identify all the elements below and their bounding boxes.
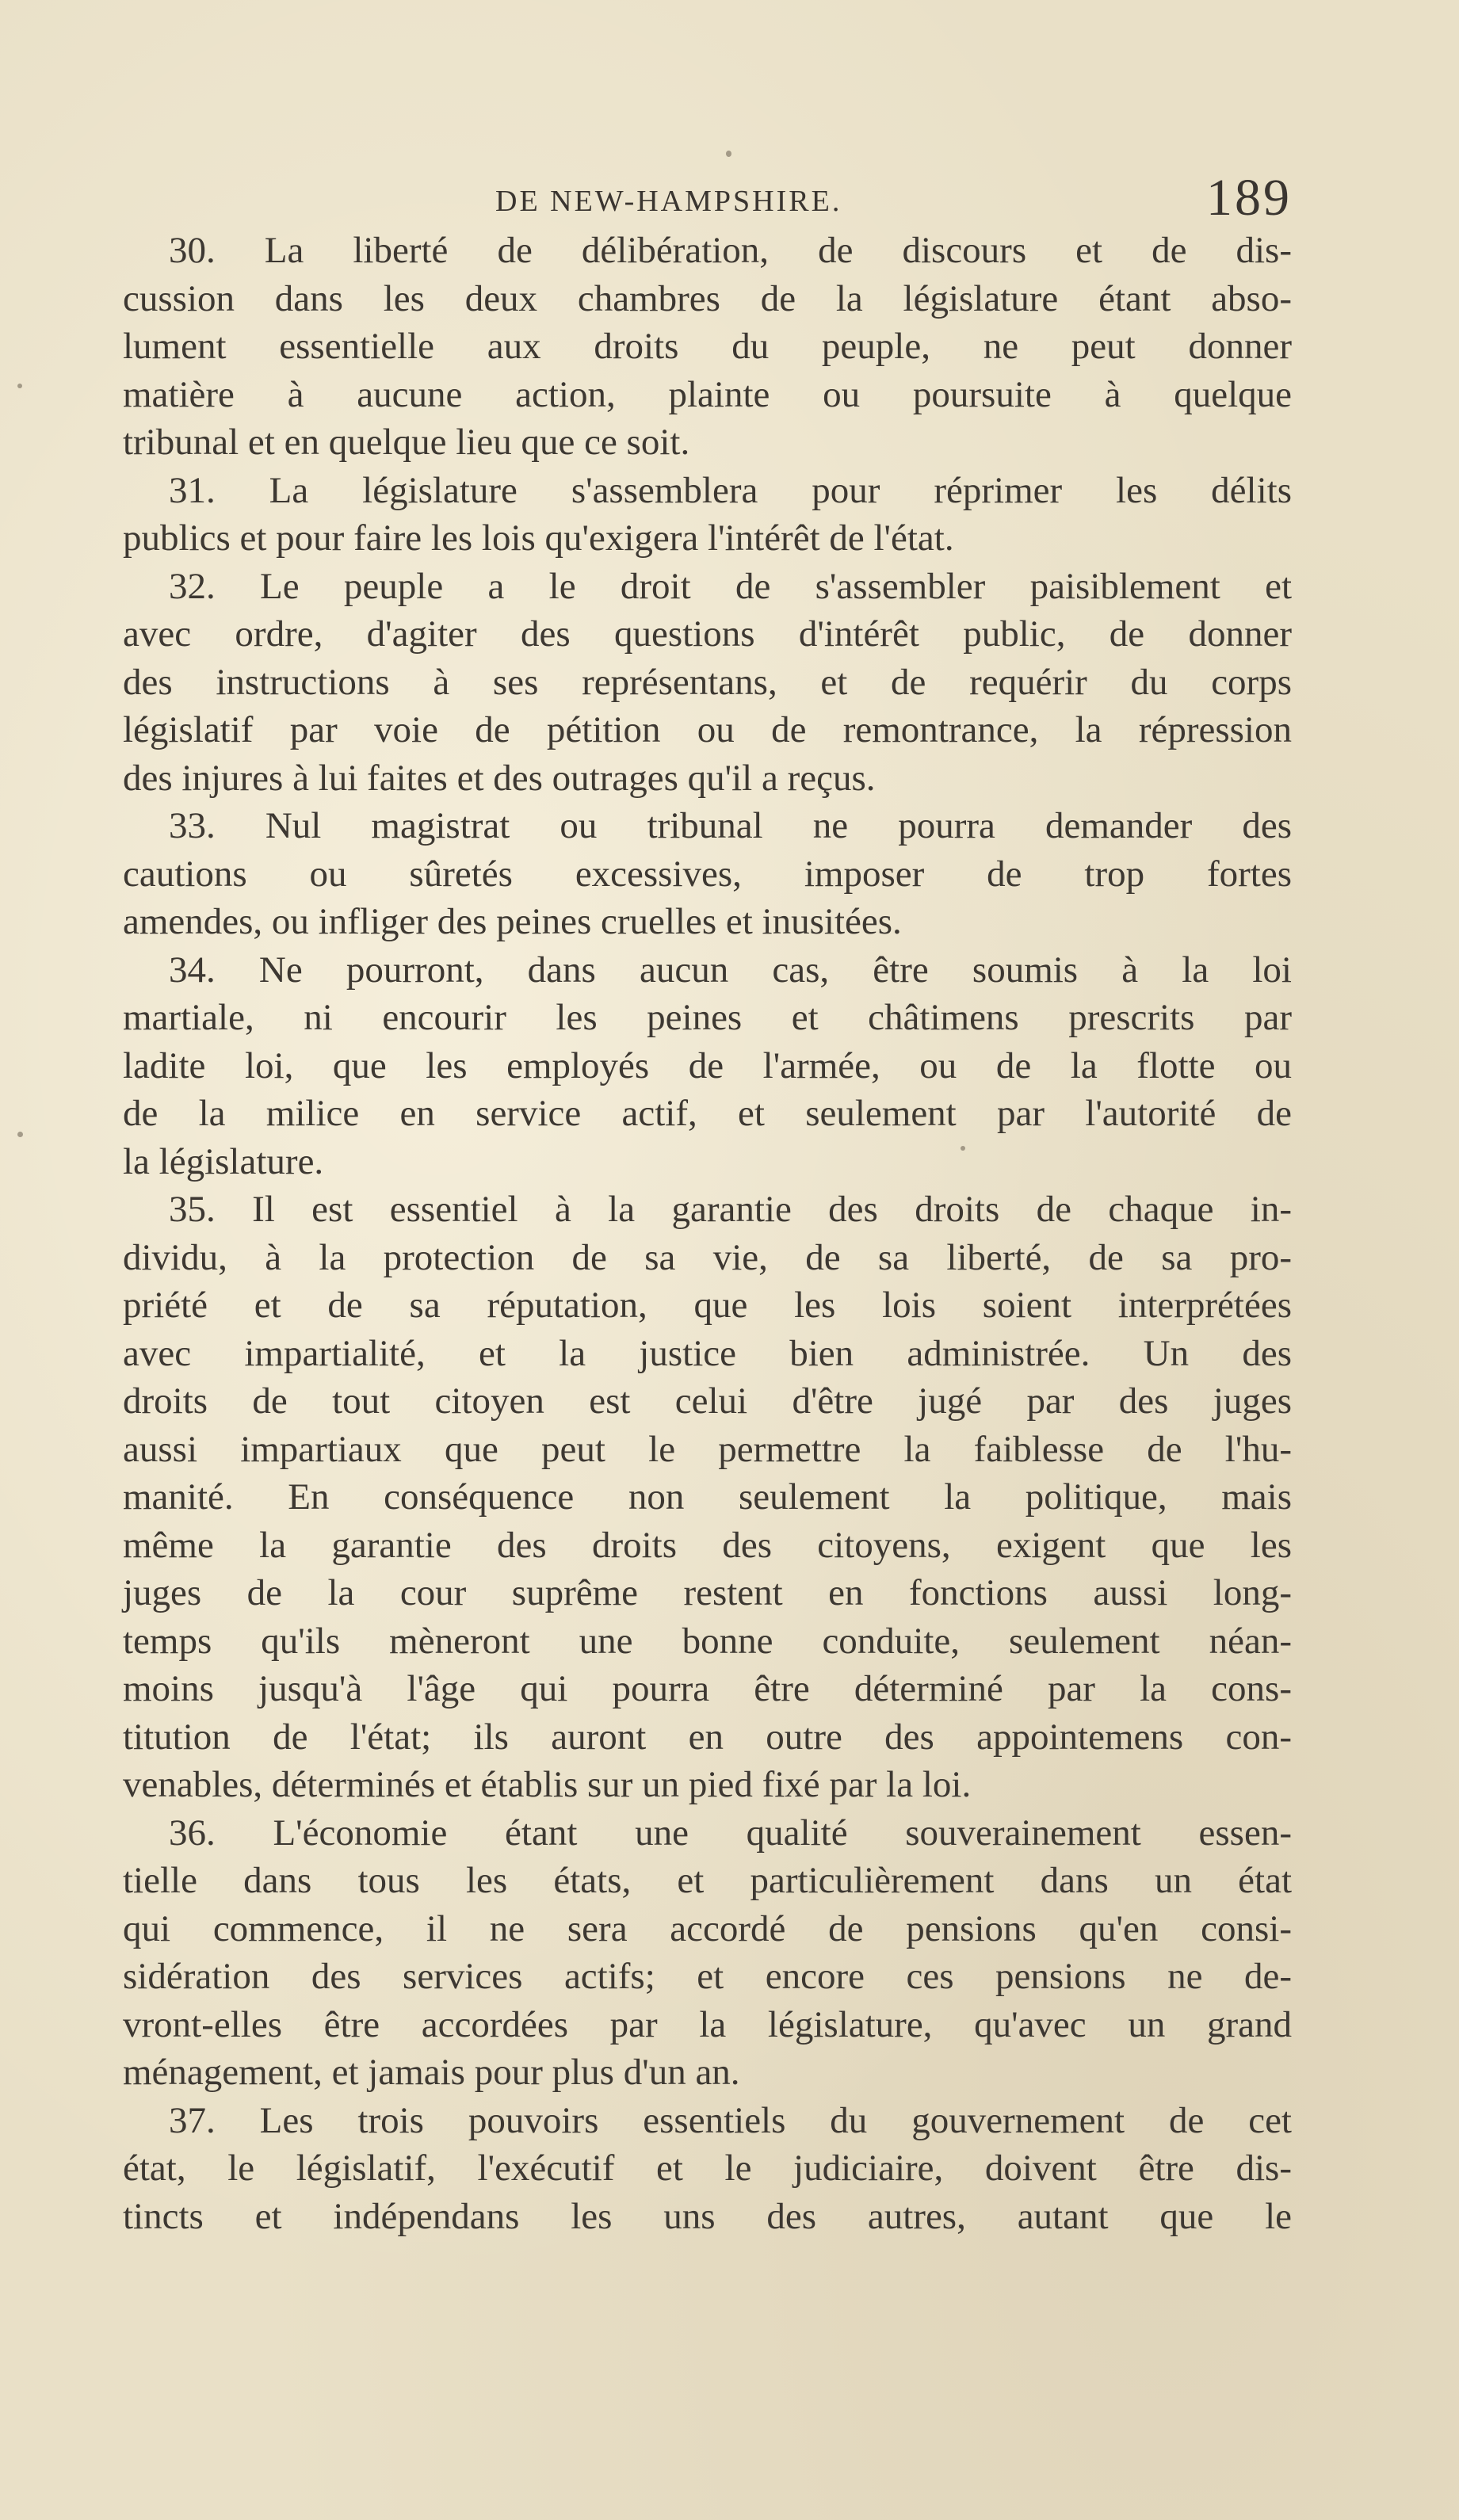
page-number: 189: [1206, 169, 1292, 227]
text-line: avec impartialité, et la justice bien administrée. Un des: [123, 1332, 1292, 1374]
text-line: lument essentielle aux droits du peuple, ne peut donner: [123, 326, 1292, 367]
text-line: qui commence, il ne sera accordé de pensions qu'en consi-: [123, 1907, 1292, 1949]
text-line: avec ordre, d'agiter des questions d'intérêt public, de donner: [123, 613, 1292, 655]
text-line: vront-elles être accordées par la législature, qu'avec un grand: [123, 2003, 1292, 2045]
text-line: juges de la cour suprême restent en fonctions aussi long-: [123, 1572, 1292, 1613]
text-line: temps qu'ils mèneront une bonne conduite, seulement néan-: [123, 1620, 1292, 1662]
running-header: [123, 168, 1292, 231]
text-line: même la garantie des droits des citoyens, exigent que les: [123, 1524, 1292, 1566]
text-line: tincts et indépendans les uns des autres, autant que le: [123, 2195, 1292, 2237]
text-line: venables, déterminés et établis sur un pied fixé par la loi.: [123, 1764, 972, 1805]
text-line: cautions ou sûretés excessives, imposer de trop fortes: [123, 853, 1292, 895]
text-line: 37. Les trois pouvoirs essentiels du gouvernement de cet: [169, 2099, 1292, 2141]
text-line: de la milice en service actif, et seulement par l'autorité de: [123, 1093, 1292, 1134]
text-line: priété et de sa réputation, que les lois soient interprétées: [123, 1285, 1292, 1326]
ink-speck: [726, 151, 731, 157]
text-line: des injures à lui faites et des outrages qu'il a reçus.: [123, 757, 876, 799]
text-line: titution de l'état; ils auront en outre des appointemens con-: [123, 1716, 1292, 1758]
text-line: 30. La liberté de délibération, de discours et de dis-: [169, 230, 1292, 271]
ink-speck: [17, 384, 22, 388]
text-line: 31. La législature s'assemblera pour réprimer les délits: [169, 469, 1292, 511]
text-line: dividu, à la protection de sa vie, de sa liberté, de sa pro-: [123, 1236, 1292, 1278]
text-line: tielle dans tous les états, et particulièrement dans un état: [123, 1860, 1292, 1901]
text-line: sidération des services actifs; et encore ces pensions ne de-: [123, 1956, 1292, 1997]
text-line: matière à aucune action, plainte ou poursuite à quelque: [123, 373, 1292, 415]
text-line: 33. Nul magistrat ou tribunal ne pourra demander des: [169, 805, 1292, 846]
running-title: DE NEW-HAMPSHIRE.: [495, 185, 842, 218]
text-line: amendes, ou infliger des peines cruelles et inusitées.: [123, 901, 902, 942]
text-line: aussi impartiaux que peut le permettre la faiblesse de l'hu-: [123, 1428, 1292, 1470]
body-text: [123, 227, 1292, 2240]
ink-speck: [17, 1132, 23, 1137]
text-line: cussion dans les deux chambres de la législature étant abso-: [123, 277, 1292, 319]
text-line: ménagement, et jamais pour plus d'un an.: [123, 2052, 740, 2093]
text-line: 34. Ne pourront, dans aucun cas, être soumis à la loi: [169, 949, 1292, 991]
text-line: tribunal et en quelque lieu que ce soit.: [123, 422, 690, 463]
text-line: 35. Il est essentiel à la garantie des droits de chaque in-: [169, 1189, 1292, 1230]
text-line: législatif par voie de pétition ou de remontrance, la répression: [123, 709, 1292, 750]
text-line: la législature.: [123, 1140, 324, 1182]
text-line: 36. L'économie étant une qualité souverainement essen-: [169, 1812, 1292, 1854]
text-line: moins jusqu'à l'âge qui pourra être déterminé par la cons-: [123, 1668, 1292, 1709]
text-line: publics et pour faire les lois qu'exigera l'intérêt de l'état.: [123, 517, 954, 559]
text-line: ladite loi, que les employés de l'armée, ou de la flotte ou: [123, 1044, 1292, 1086]
text-line: martiale, ni encourir les peines et châtimens prescrits par: [123, 997, 1292, 1038]
text-line: 32. Le peuple a le droit de s'assembler paisiblement et: [169, 565, 1292, 607]
text-line: état, le législatif, l'exécutif et le judiciaire, doivent être dis-: [123, 2148, 1292, 2189]
text-line: droits de tout citoyen est celui d'être jugé par des juges: [123, 1380, 1292, 1422]
text-line: des instructions à ses représentans, et de requérir du corps: [123, 661, 1292, 703]
text-line: manité. En conséquence non seulement la politique, mais: [123, 1476, 1292, 1518]
